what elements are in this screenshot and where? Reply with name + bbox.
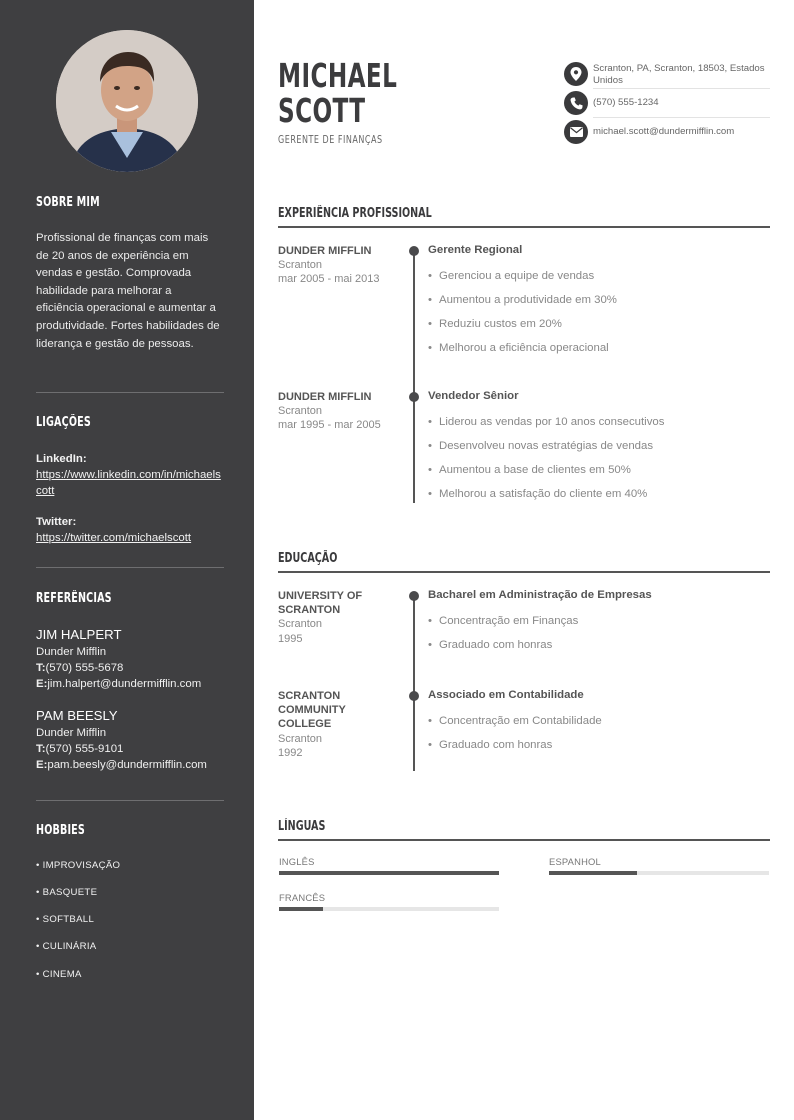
divider <box>36 567 224 568</box>
last-name: SCOTT <box>278 91 366 130</box>
language-level-fill <box>279 907 323 911</box>
profile-photo-icon <box>56 30 198 172</box>
reference-phone: (570) 555-5678 <box>45 662 124 675</box>
references-heading: REFERÊNCIAS <box>36 591 112 606</box>
experience-org <box>278 390 398 433</box>
timeline-dot <box>409 591 419 601</box>
divider <box>593 88 770 89</box>
section-rule <box>278 226 770 228</box>
divider <box>36 800 224 801</box>
reference-email: pam.beesly@dundermifflin.com <box>47 759 207 772</box>
hobby-item: • CINEMA <box>36 969 82 980</box>
company-location: Scranton <box>278 259 323 272</box>
reference-name: JIM HALPERT <box>36 627 122 642</box>
education-detail: • Graduado com honras <box>428 739 552 751</box>
phone-text: (570) 555-1234 <box>593 97 659 108</box>
experience-org <box>278 244 398 287</box>
timeline-dot <box>409 246 419 256</box>
job-dates: mar 2005 - mai 2013 <box>278 273 380 286</box>
achievement-item: • Reduziu custos em 20% <box>428 318 562 330</box>
reference-company: Dunder Mifflin <box>36 727 107 739</box>
twitter-url[interactable]: https://twitter.com/michaelscott <box>36 532 192 544</box>
links-heading: LIGAÇÕES <box>36 415 91 430</box>
language-level-fill <box>279 871 499 875</box>
graduation-year: 1992 <box>278 746 303 759</box>
link-label: Twitter: <box>36 516 77 528</box>
degree-title: Associado em Contabilidade <box>428 689 584 701</box>
achievement-item: • Gerenciou a equipe de vendas <box>428 270 594 282</box>
school-location: Scranton <box>278 618 323 631</box>
company-name: DUNDER MIFFLIN <box>278 391 372 403</box>
role-title: Gerente Regional <box>428 244 523 256</box>
graduation-year: 1995 <box>278 632 303 645</box>
address-text: Scranton, PA, Scranton, 18503, Estados Unidos <box>593 63 765 86</box>
email-label: E: <box>36 678 48 691</box>
school-location: Scranton <box>278 732 323 745</box>
education-org <box>278 689 398 760</box>
hobby-item: • SOFTBALL <box>36 914 95 925</box>
location-pin-icon <box>564 62 588 86</box>
about-text: Profissional de finanças com mais de 20 anos de experiência em vendas e gestão. Comprovada habilidade para melhorar a eficiência operacional e aumentar a produtividade. Fortes habilidades de liderança e gestão de pessoas. <box>36 232 220 350</box>
reference-item <box>36 707 236 774</box>
school-name: COMMUNITY <box>278 704 346 717</box>
degree-title: Bacharel em Administração de Empresas <box>428 589 652 601</box>
section-rule <box>278 839 770 841</box>
achievement-item: • Melhorou a eficiência operacional <box>428 342 609 354</box>
education-detail: • Concentração em Finanças <box>428 615 578 627</box>
email-icon <box>564 120 588 144</box>
full-name <box>278 58 397 128</box>
achievement-item: • Aumentou a produtividade em 30% <box>428 294 617 306</box>
education-org <box>278 589 398 646</box>
education-detail: • Concentração em Contabilidade <box>428 715 602 727</box>
link-linkedin <box>36 451 226 499</box>
education-heading: EDUCAÇÃO <box>278 551 338 566</box>
school-name: SCRANTON <box>278 690 341 702</box>
school-name: COLLEGE <box>278 718 332 731</box>
link-label: LinkedIn: <box>36 453 87 465</box>
hobby-item: • BASQUETE <box>36 887 98 898</box>
email-text: michael.scott@dundermifflin.com <box>593 126 735 137</box>
contact-email <box>564 120 770 144</box>
timeline-dot <box>409 392 419 402</box>
company-location: Scranton <box>278 405 323 418</box>
achievement-item: • Melhorou a satisfação do cliente em 40% <box>428 488 647 500</box>
contact-phone <box>564 91 770 115</box>
language-level-bar <box>549 871 769 875</box>
sidebar <box>0 0 254 1120</box>
language-level-bar <box>279 871 499 875</box>
reference-item <box>36 626 236 693</box>
experience-heading: EXPERIÊNCIA PROFISSIONAL <box>278 206 432 221</box>
languages-heading: LÍNGUAS <box>278 819 326 834</box>
section-rule <box>278 571 770 573</box>
achievement-item: • Liderou as vendas por 10 anos consecutivos <box>428 416 664 428</box>
phone-label: T: <box>36 743 46 756</box>
reference-email: jim.halpert@dundermifflin.com <box>47 678 202 691</box>
first-name: MICHAEL <box>278 56 398 95</box>
phone-label: T: <box>36 662 46 675</box>
education-detail: • Graduado com honras <box>428 639 552 651</box>
hobby-item: • CULINÁRIA <box>36 941 97 952</box>
job-dates: mar 1995 - mar 2005 <box>278 419 381 432</box>
language-name: INGLÊS <box>279 856 315 867</box>
about-heading: SOBRE MIM <box>36 195 100 210</box>
phone-icon <box>564 91 588 115</box>
reference-phone: (570) 555-9101 <box>45 743 124 756</box>
achievement-item: • Aumentou a base de clientes em 50% <box>428 464 631 476</box>
language-level-bar <box>279 907 499 911</box>
linkedin-url[interactable]: https://www.linkedin.com/in/michaelscott <box>36 469 221 497</box>
avatar <box>56 30 198 172</box>
email-label: E: <box>36 759 48 772</box>
language-name: FRANCÊS <box>279 892 326 903</box>
achievement-item: • Desenvolveu novas estratégias de vendas <box>428 440 653 452</box>
language-name: ESPANHOL <box>549 856 601 867</box>
hobbies-heading: HOBBIES <box>36 823 85 838</box>
link-twitter <box>36 514 226 546</box>
role-title: Vendedor Sênior <box>428 390 519 402</box>
education-timeline <box>413 595 415 771</box>
language-level-fill <box>549 871 637 875</box>
timeline-dot <box>409 691 419 701</box>
reference-company: Dunder Mifflin <box>36 646 107 658</box>
reference-name: PAM BEESLY <box>36 708 118 723</box>
experience-timeline <box>413 250 415 503</box>
divider <box>36 392 224 393</box>
school-name: SCRANTON <box>278 604 341 617</box>
company-name: DUNDER MIFFLIN <box>278 245 372 257</box>
contact-address <box>564 62 770 87</box>
hobby-item: • IMPROVISAÇÃO <box>36 860 121 871</box>
divider <box>593 117 770 118</box>
job-title: GERENTE DE FINANÇAS <box>278 134 383 146</box>
school-name: UNIVERSITY OF <box>278 590 363 602</box>
